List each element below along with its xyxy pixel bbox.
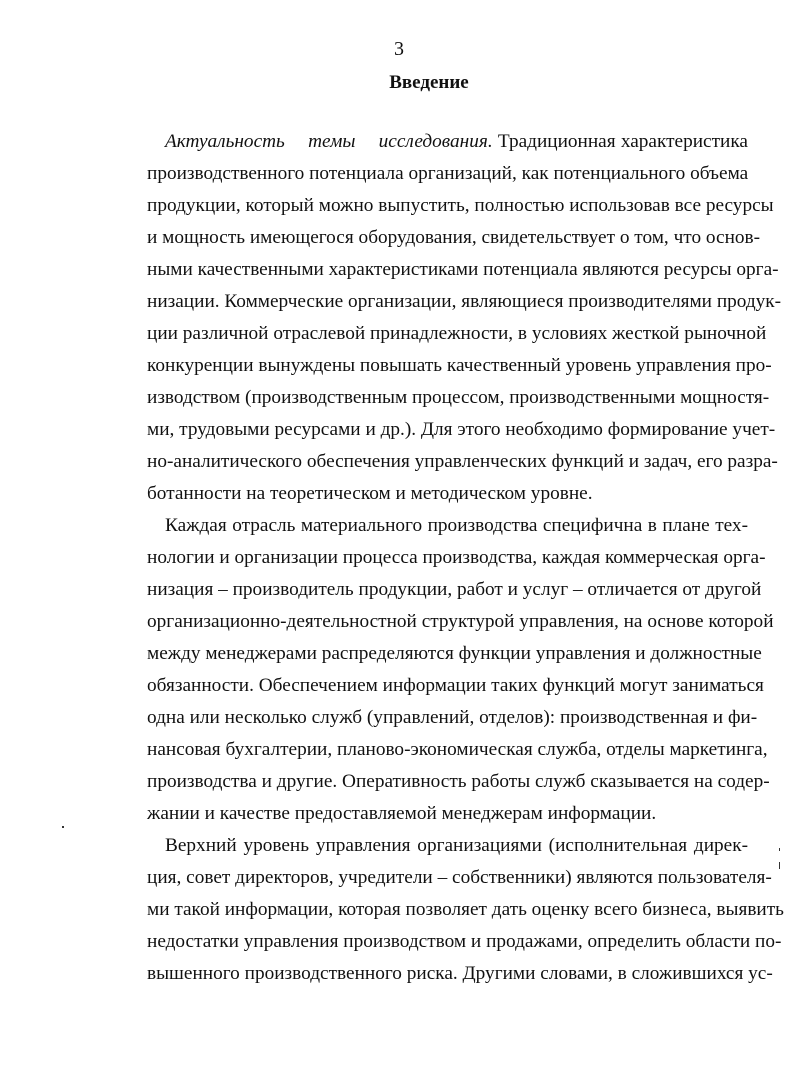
line-text: ми такой информации, которая позволяет дать оценку всего бизнеса, выявить	[147, 899, 784, 920]
line-text: ми, трудовыми ресурсами и др.). Для этого необходимо формирование учет-	[147, 419, 776, 440]
text-line	[147, 194, 774, 218]
line-text: одна или несколько служб (управлений, отделов): производственная и фи-	[147, 707, 758, 728]
scan-speck	[62, 826, 64, 828]
scan-speck	[779, 862, 780, 869]
text-line	[147, 258, 779, 282]
text-line	[147, 770, 770, 794]
line-text: изводством (производственным процессом, производственными мощностя-	[147, 387, 770, 408]
text-line	[147, 418, 776, 442]
text-line	[165, 130, 748, 154]
text-line	[147, 866, 772, 890]
text-line	[147, 674, 764, 698]
text-line	[147, 386, 770, 410]
line-text: жании и качестве предоставляемой менеджерам информации.	[147, 803, 657, 824]
text-line	[147, 226, 761, 250]
line-text: низация – производитель продукции, работ и услуг – отличается от другой	[147, 579, 762, 600]
line-text: недостатки управления производством и продажами, определить области по-	[147, 931, 782, 952]
line-text: ными качественными характеристиками потенциала являются ресурсы орга-	[147, 259, 779, 280]
line-text: нологии и организации процесса производства, каждая коммерческая орга-	[147, 547, 766, 568]
text-line	[147, 546, 766, 570]
text-line	[147, 578, 762, 602]
line-text: конкуренции вынуждены повышать качественный уровень управления про-	[147, 355, 772, 376]
text-line	[147, 706, 758, 730]
text-line	[147, 482, 748, 506]
line-text: обязанности. Обеспечением информации таких функций могут заниматься	[147, 675, 764, 696]
line-text: ботанности на теоретическом и методическом уровне.	[147, 483, 593, 504]
line-text: между менеджерами распределяются функции управления и должностные	[147, 643, 762, 664]
line-text: организационно-деятельностной структурой управления, на основе которой	[147, 611, 774, 632]
text-line	[147, 322, 767, 346]
line-text: производственного потенциала организаций, как потенциального объема	[147, 163, 749, 184]
line-text: производства и другие. Оперативность работы служб сказывается на содер-	[147, 771, 770, 792]
line-text: ция, совет директоров, учредители – собственники) являются пользователя-	[147, 867, 772, 888]
text-line	[165, 834, 748, 858]
text-line	[147, 610, 774, 634]
line-text: нансовая бухгалтерии, планово-экономическая служба, отделы маркетинга,	[147, 739, 768, 760]
text-line	[147, 290, 782, 314]
line-text: вышенного производственного риска. Другими словами, в сложившихся ус-	[147, 963, 773, 984]
text-line	[147, 354, 772, 378]
line-text: Верхний уровень управления организациями (исполнительная дирек-	[165, 835, 748, 856]
text-line	[147, 930, 782, 954]
line-text: и мощность имеющегося оборудования, свидетельствует о том, что основ-	[147, 227, 761, 248]
line-text: продукции, который можно выпустить, полностью использовав все ресурсы	[147, 195, 774, 216]
text-line	[147, 450, 778, 474]
scan-speck	[779, 848, 780, 851]
text-line	[147, 738, 768, 762]
line-text: ции различной отраслевой принадлежности, в условиях жесткой рыночной	[147, 323, 767, 344]
text-line	[147, 802, 748, 826]
line-text: но-аналитического обеспечения управленческих функций и задач, его разра-	[147, 451, 778, 472]
page-number: 3	[394, 38, 404, 60]
line-text: Каждая отрасль материального производства специфична в плане тех-	[165, 515, 748, 536]
italic-lead: Актуальность темы исследования.	[165, 131, 493, 152]
text-line	[147, 642, 762, 666]
line-text: низации. Коммерческие организации, являющиеся производителями продук-	[147, 291, 782, 312]
text-line	[147, 162, 748, 186]
text-line	[147, 962, 773, 986]
text-line	[165, 514, 748, 538]
text-line	[147, 898, 784, 922]
section-title: Введение	[389, 72, 469, 93]
line-text: Традиционная характеристика	[492, 131, 748, 152]
